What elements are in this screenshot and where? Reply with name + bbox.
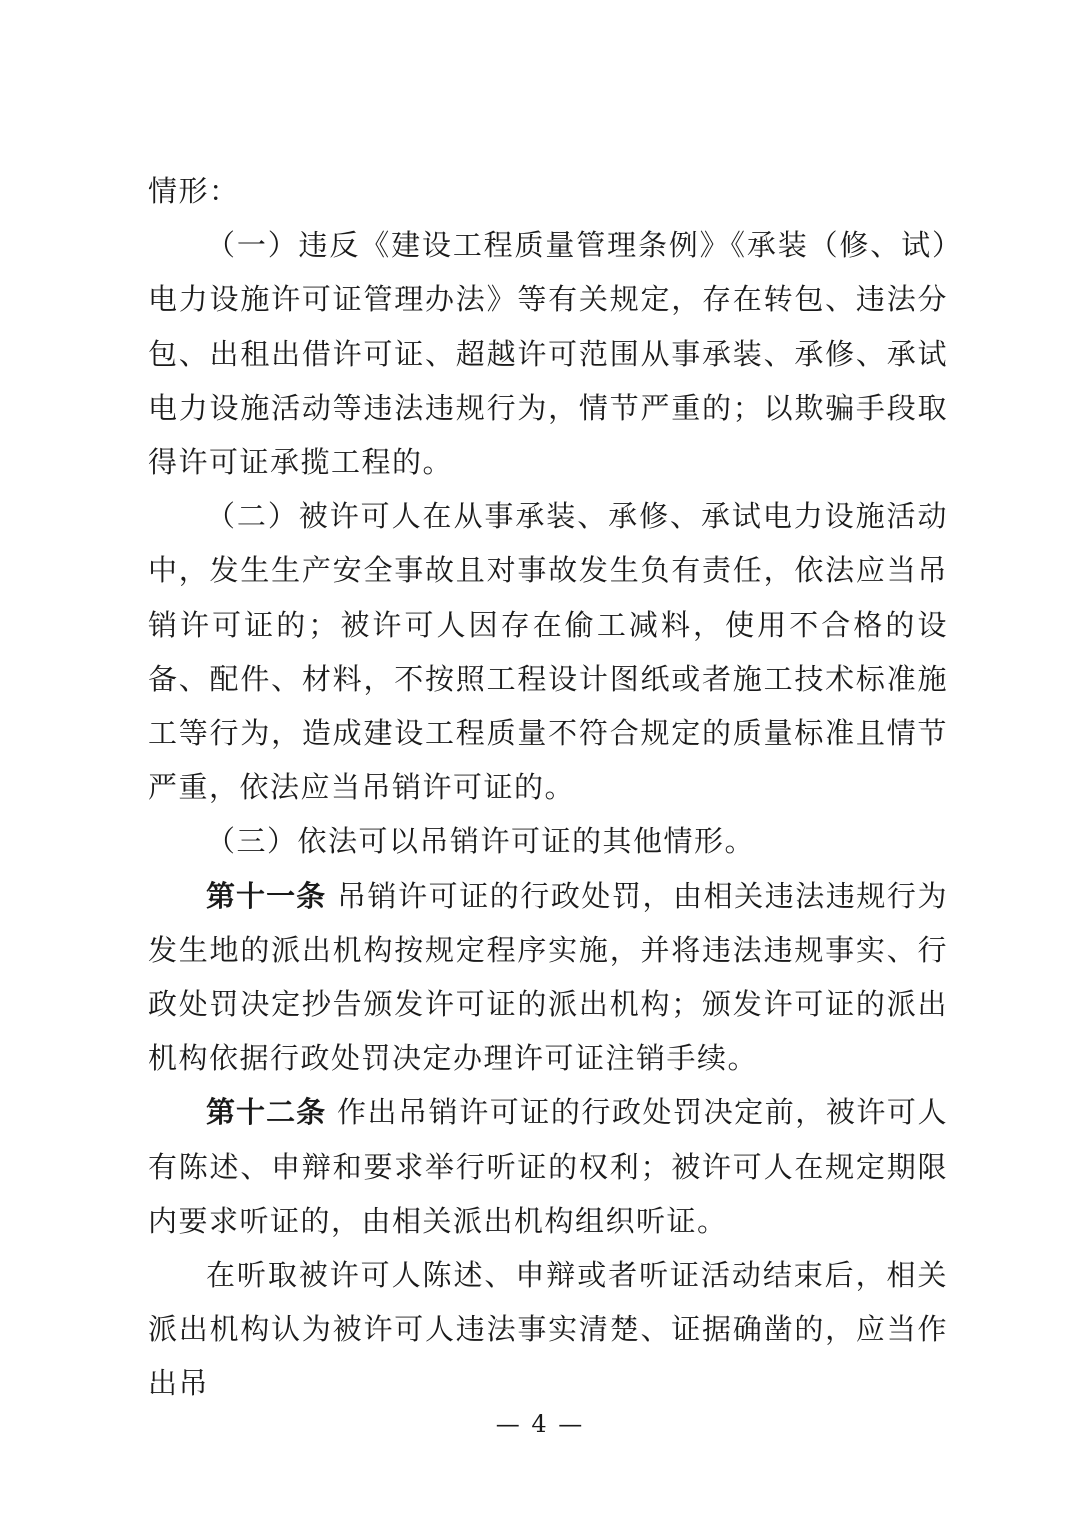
paragraph-text: 在听取被许可人陈述、申辩或者听证活动结束后，相关派出机构认为被许可人违法事实清楚、证据确凿的，应当作出吊 bbox=[148, 1258, 948, 1401]
paragraph-hearing bbox=[148, 1248, 948, 1411]
paragraph-text: 情形： bbox=[148, 174, 240, 208]
article-12 bbox=[148, 1085, 948, 1248]
article-title: 第十一条 bbox=[206, 878, 327, 913]
article-11 bbox=[148, 869, 948, 1086]
article-title: 第十二条 bbox=[206, 1095, 327, 1130]
document-body bbox=[148, 164, 948, 1411]
paragraph-item-1 bbox=[148, 218, 948, 489]
page-number: — 4 — bbox=[495, 1410, 585, 1438]
paragraph-text: （二）被许可人在从事承装、承修、承试电力设施活动中，发生生产安全事故且对事故发生负有责任，依法应当吊销许可证的；被许可人因存在偷工减料，使用不合格的设备、配件、材料，不按照工程设计图纸或者施工技术标准施工等行为，造成建设工程质量不符合规定的质量标准且情节严重，依法应当吊销许可证的。 bbox=[148, 499, 948, 805]
paragraph-item-3 bbox=[148, 814, 948, 868]
paragraph-continuation bbox=[148, 164, 948, 218]
paragraph-text: （一）违反《建设工程质量管理条例》《承装（修、试）电力设施许可证管理办法》等有关规定，存在转包、违法分包、出租出借许可证、超越许可范围从事承装、承修、承试电力设施活动等违法违规行为，情节严重的；以欺骗手段取得许可证承揽工程的。 bbox=[148, 228, 948, 480]
article-text: 吊销许可证的行政处罚，由相关违法违规行为发生地的派出机构按规定程序实施，并将违法违规事实、行政处罚决定抄告颁发许可证的派出机构；颁发许可证的派出机构依据行政处罚决定办理许可证注销手续。 bbox=[148, 878, 948, 1076]
paragraph-item-2 bbox=[148, 489, 948, 814]
article-text: 作出吊销许可证的行政处罚决定前，被许可人有陈述、申辩和要求举行听证的权利；被许可人在规定期限内要求听证的，由相关派出机构组织听证。 bbox=[148, 1095, 948, 1238]
paragraph-text: （三）依法可以吊销许可证的其他情形。 bbox=[206, 824, 756, 859]
